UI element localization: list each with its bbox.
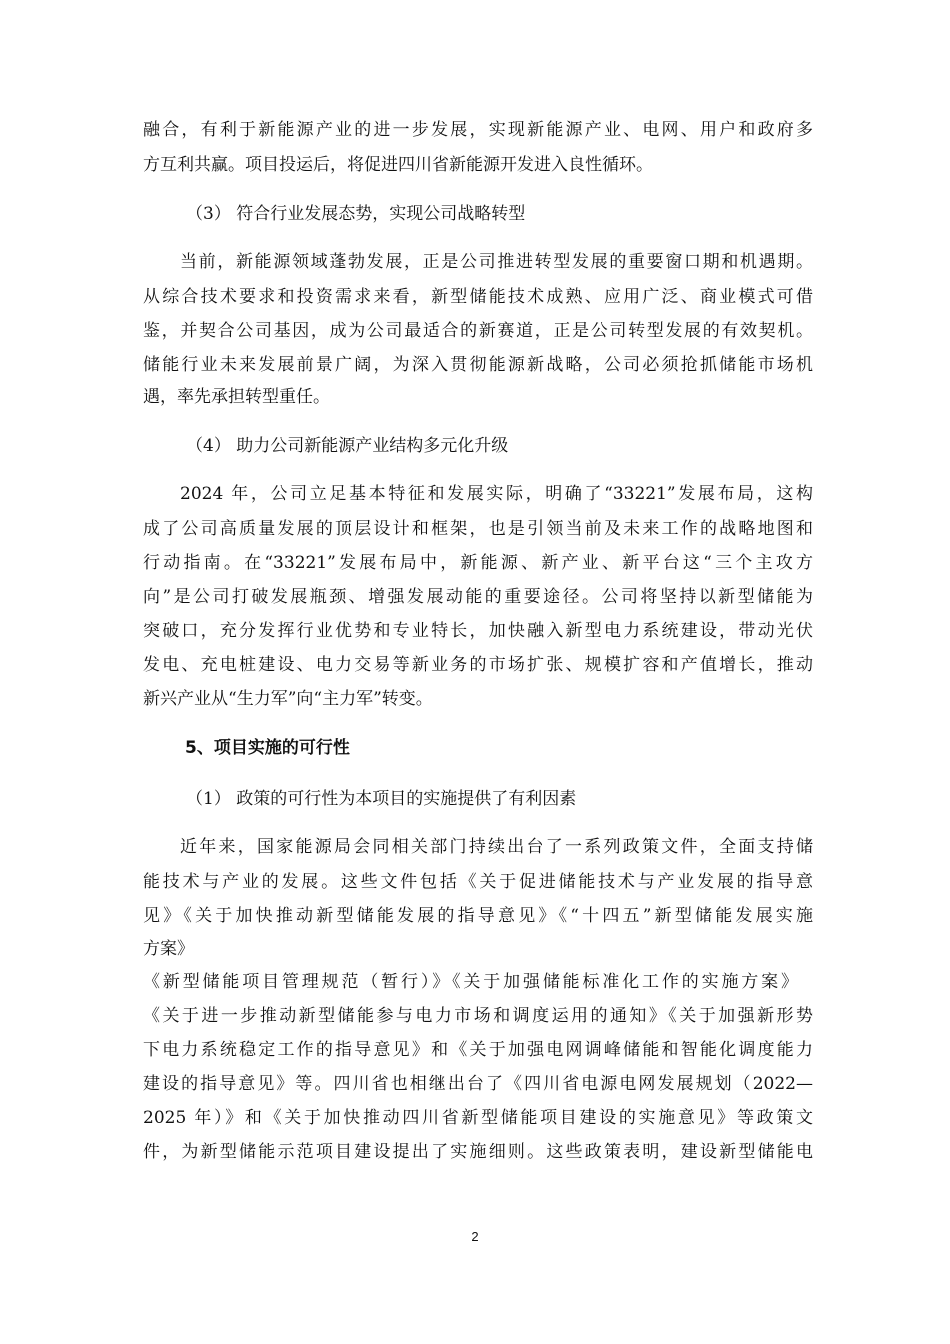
paragraph-line: 从综合技术要求和投资需求来看，新型储能技术成熟、应用广泛、商业模式可借 xyxy=(143,287,813,307)
paragraph-line: 见》《关于加快推动新型储能发展的指导意见》《“十四五”新型储能发展实施 xyxy=(143,906,813,926)
paragraph-line: 《关于进一步推动新型储能参与电力市场和调度运用的通知》《关于加强新形势 xyxy=(143,1006,813,1026)
paragraph-line: 方案》 xyxy=(143,939,194,959)
paragraph-line: 融合，有利于新能源产业的进一步发展，实现新能源产业、电网、用户和政府多 xyxy=(143,120,813,140)
paragraph-line: 方互利共赢。项目投运后，将促进四川省新能源开发进入良性循环。 xyxy=(143,155,653,175)
paragraph-line: 《新型储能项目管理规范（暂行）》《关于加强储能标准化工作的实施方案》 xyxy=(143,972,798,992)
subheading-3: （3） 符合行业发展态势，实现公司战略转型 xyxy=(186,204,526,224)
paragraph-line: 成了公司高质量发展的顶层设计和框架，也是引领当前及未来工作的战略地图和 xyxy=(143,519,813,539)
page-number: 2 xyxy=(471,1229,479,1244)
paragraph-line: 建设的指导意见》等。四川省也相继出台了《四川省电源电网发展规划（2022— xyxy=(143,1074,813,1094)
paragraph-line: 新兴产业从“生力军”向“主力军”转变。 xyxy=(143,689,433,709)
paragraph-line: 件，为新型储能示范项目建设提出了实施细则。这些政策表明，建设新型储能电 xyxy=(143,1142,813,1162)
section-heading-5: 5、项目实施的可行性 xyxy=(185,738,350,758)
paragraph-line: 发电、充电桩建设、电力交易等新业务的市场扩张、规模扩容和产值增长，推动 xyxy=(143,655,813,675)
paragraph-line: 2025 年）》和《关于加快推动四川省新型储能项目建设的实施意见》等政策文 xyxy=(143,1108,813,1128)
paragraph-line: 当前，新能源领域蓬勃发展，正是公司推进转型发展的重要窗口期和机遇期。 xyxy=(180,252,813,272)
paragraph-line: 近年来，国家能源局会同相关部门持续出台了一系列政策文件，全面支持储 xyxy=(180,837,813,857)
paragraph-line: 能技术与产业的发展。这些文件包括《关于促进储能技术与产业发展的指导意 xyxy=(143,872,813,892)
paragraph-line: 鉴，并契合公司基因，成为公司最适合的新赛道，正是公司转型发展的有效契机。 xyxy=(143,321,813,341)
subheading-4: （4） 助力公司新能源产业结构多元化升级 xyxy=(186,436,509,456)
paragraph-line: 遇，率先承担转型重任。 xyxy=(143,387,330,407)
paragraph-line: 2024 年，公司立足基本特征和发展实际，明确了“33221”发展布局，这构 xyxy=(180,484,813,504)
paragraph-line: 向”是公司打破发展瓶颈、增强发展动能的重要途径。公司将坚持以新型储能为 xyxy=(143,587,813,607)
paragraph-line: 储能行业未来发展前景广阔，为深入贯彻能源新战略，公司必须抢抓储能市场机 xyxy=(143,355,813,375)
paragraph-line: 突破口，充分发挥行业优势和专业特长，加快融入新型电力系统建设，带动光伏 xyxy=(143,621,813,641)
paragraph-line: 行动指南。在“33221”发展布局中，新能源、新产业、新平台这“三个主攻方 xyxy=(143,553,813,573)
paragraph-line: 下电力系统稳定工作的指导意见》和《关于加强电网调峰储能和智能化调度能力 xyxy=(143,1040,813,1060)
subheading-1: （1） 政策的可行性为本项目的实施提供了有利因素 xyxy=(186,789,577,809)
